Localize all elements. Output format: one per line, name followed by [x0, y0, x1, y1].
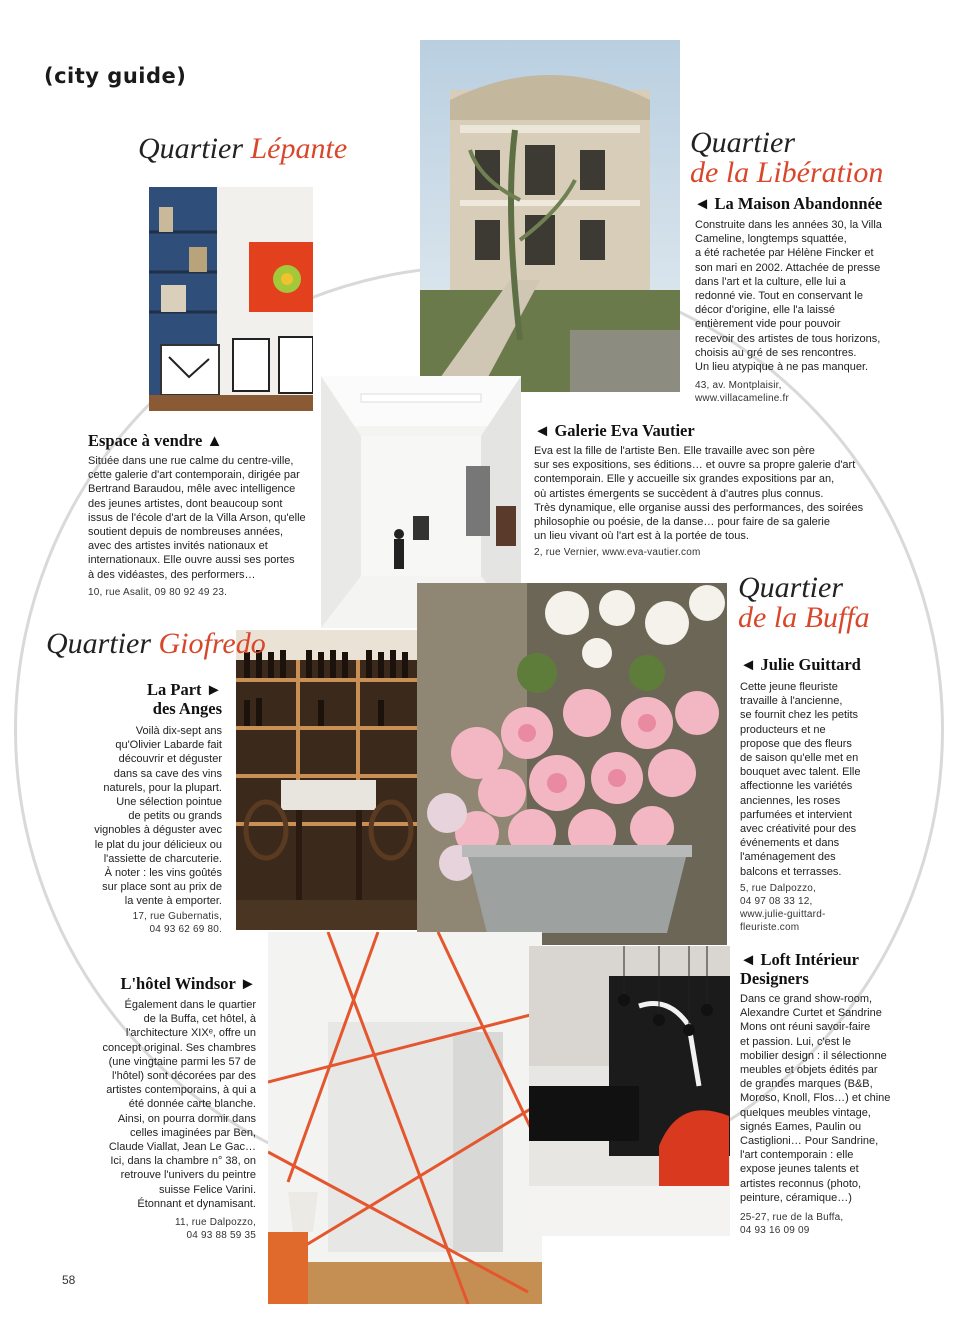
- text-line: Moroso, Knoll, Flos…) et chine: [740, 1092, 891, 1105]
- text-line: événements et dans: [740, 837, 840, 850]
- espace-a-vendre-photo: [149, 187, 313, 411]
- text-line: producteurs et ne: [740, 723, 826, 736]
- text-line: celles imaginées par Ben,: [130, 1126, 256, 1139]
- julie-guittard-address: [740, 882, 826, 934]
- text-line: Un lieu atypique à ne pas manquer.: [695, 361, 869, 374]
- julie-guittard-flowers-photo: [417, 583, 727, 945]
- text-line: avec des artistes invités nationaux et: [88, 540, 268, 553]
- quartier-liberation-title: [690, 128, 883, 188]
- text-line: soutient depuis de nombreuses années,: [88, 526, 284, 539]
- text-line: (une vingtaine parmi les 57 de: [108, 1055, 256, 1068]
- text-line: sur place sont au prix de: [102, 881, 222, 894]
- text-line: artistes reconnus (photo,: [740, 1177, 862, 1190]
- text-line: www.julie-guittard-: [740, 909, 826, 920]
- galerie-eva-vautier-address: 2, rue Vernier, www.eva-vautier.com: [534, 547, 701, 558]
- text-line: de saison qu'elle met en: [740, 752, 859, 765]
- text-line: se fournit chez les petits: [740, 709, 859, 722]
- text-line: signés Eames, Paulin ou: [740, 1120, 862, 1133]
- text-line: Construite dans les années 30, la Villa: [695, 219, 882, 231]
- quartier-name: Giofredo: [158, 627, 266, 660]
- text-line: 04 93 62 69 80.: [149, 924, 222, 935]
- text-line: de petits ou grands: [128, 810, 222, 823]
- quartier-prefix: Quartier: [690, 126, 795, 159]
- text-line: 5, rue Dalpozzo,: [740, 883, 817, 894]
- text-line: 11, rue Dalpozzo,: [174, 1217, 256, 1228]
- text-line: avec créativité pour des: [740, 823, 857, 836]
- quartier-giofredo-title: [46, 629, 266, 659]
- text-line: Claude Viallat, Jean Le Gac…: [108, 1141, 256, 1154]
- text-line: suisse Felice Varini.: [159, 1183, 256, 1196]
- text-line: naturels, pour la plupart.: [103, 781, 222, 794]
- text-line: Étonnant et dynamisant.: [137, 1197, 256, 1210]
- text-line: artistes contemporains, à qui a: [106, 1084, 256, 1097]
- loft-interieur-heading: [740, 950, 859, 988]
- text-line: redonné vie. Tout en conservant le: [695, 290, 863, 303]
- julie-guittard-heading: ◄ Julie Guittard: [740, 655, 861, 674]
- text-line: l'hôtel) sont décorées par des: [112, 1070, 256, 1083]
- text-line: Cette jeune fleuriste: [740, 681, 838, 693]
- text-line: philosophie ou poésie, de la danse… pour faire de sa galerie: [534, 516, 830, 529]
- espace-a-vendre-heading: Espace à vendre ▲: [88, 431, 223, 450]
- espace-a-vendre-address: 10, rue Asalit, 09 80 92 49 23.: [88, 587, 228, 598]
- text-line: l'architecture XIXᵉ, offre un: [125, 1027, 256, 1040]
- text-line: des Anges: [152, 699, 222, 718]
- text-line: la vente à emporter.: [124, 895, 222, 908]
- text-line: et passion. Lui, c'est le: [740, 1035, 851, 1048]
- text-line: Située dans une rue calme du centre-ville,: [88, 455, 294, 467]
- text-line: 25-27, rue de la Buffa,: [740, 1212, 844, 1223]
- text-line: Ici, dans la chambre n° 38, on: [110, 1155, 256, 1168]
- text-line: 04 93 88 59 35: [186, 1230, 256, 1241]
- julie-guittard-body: [740, 680, 900, 879]
- text-line: sur ses expositions, ses éditions… et ouvre sa propre galerie d'art: [534, 459, 856, 472]
- text-line: été donnée carte blanche.: [128, 1098, 256, 1111]
- text-line: un lieu vivant où l'art est à la portée de tous.: [534, 530, 749, 543]
- text-line: mobilier design : il sélectionne: [740, 1049, 887, 1062]
- text-line: À noter : les vins goûtés: [104, 867, 222, 880]
- text-line: Également dans le quartier: [124, 999, 256, 1011]
- text-line: concept original. Ses chambres: [102, 1041, 256, 1054]
- hotel-windsor-photo: [268, 932, 542, 1304]
- text-line: 04 97 08 33 12,: [740, 896, 813, 907]
- text-line: issus de l'école d'art de la Villa Arson, qu'elle: [88, 511, 306, 524]
- maison-abandonnee-heading: ◄ La Maison Abandonnée: [694, 194, 883, 213]
- text-line: Castiglioni… Pour Sandrine,: [740, 1135, 879, 1148]
- text-line: anciennes, les roses: [740, 794, 841, 807]
- text-line: Cameline, longtemps squattée,: [695, 233, 847, 246]
- galerie-eva-vautier-heading: ◄ Galerie Eva Vautier: [534, 421, 695, 440]
- text-line: internationaux. Elle ouvre aussi ses portes: [88, 554, 295, 567]
- text-line: cette galerie d'art contemporain, dirigée par: [88, 469, 300, 482]
- quartier-name: de la Libération: [690, 156, 884, 189]
- text-line: bouquet avec talent. Elle: [740, 766, 861, 779]
- text-line: dans sa cave des vins: [113, 767, 222, 780]
- maison-abandonnee-address: [695, 379, 789, 405]
- quartier-prefix: Quartier: [738, 571, 843, 604]
- text-line: le plat du jour délicieux ou: [94, 838, 222, 851]
- text-line: La Part ►: [147, 680, 222, 699]
- text-line: Eva est la fille de l'artiste Ben. Elle travaille avec son père: [534, 445, 815, 457]
- text-line: vignobles à déguster avec: [94, 824, 222, 837]
- text-line: l'art contemporain : elle: [740, 1149, 854, 1162]
- text-line: Voilà dix-sept ans: [135, 725, 222, 737]
- text-line: Mons ont réuni savoir-faire: [740, 1021, 871, 1034]
- text-line: Designers: [740, 969, 809, 988]
- text-line: Bertrand Baraudou, mêle avec intelligence: [88, 483, 296, 496]
- text-line: à des vidéastes, des performers…: [88, 568, 256, 581]
- text-line: a été rachetée par Hélène Fincker et: [695, 247, 874, 260]
- text-line: Une sélection pointue: [116, 796, 222, 809]
- text-line: propose que des fleurs: [740, 737, 852, 750]
- text-line: où artistes émergents se succèdent à d'autres plus connus.: [534, 487, 824, 500]
- la-part-des-anges-body: [60, 724, 222, 909]
- text-line: choisis au gré de ses rencontres.: [695, 346, 857, 359]
- text-line: de la Buffa, cet hôtel, à: [143, 1013, 256, 1026]
- la-part-des-anges-heading: [90, 680, 222, 718]
- hotel-windsor-body: [60, 998, 256, 1211]
- text-line: 43, av. Montplaisir,: [695, 380, 782, 391]
- text-line: www.villacameline.fr: [695, 393, 790, 404]
- quartier-buffa-title: [738, 573, 870, 633]
- quartier-name: de la Buffa: [738, 601, 870, 634]
- text-line: Ainsi, on pourra dormir dans: [117, 1112, 256, 1125]
- text-line: l'assiette de charcuterie.: [103, 852, 222, 865]
- quartier-prefix: Quartier: [138, 132, 243, 165]
- text-line: l'aménagement des: [740, 851, 836, 864]
- quartier-lepante-title: [138, 134, 347, 164]
- text-line: Alexandre Curtet et Sandrine: [740, 1007, 882, 1020]
- espace-a-vendre-body: [88, 454, 320, 582]
- hotel-windsor-heading: L'hôtel Windsor ►: [120, 974, 256, 993]
- text-line: contemporain. Elle y accueille six grandes expositions par an,: [534, 473, 835, 486]
- text-line: peinture, céramique…): [740, 1191, 852, 1204]
- quartier-name: Lépante: [250, 132, 348, 165]
- text-line: affectionne les variétés: [740, 780, 853, 793]
- text-line: travaille à l'ancienne,: [740, 695, 843, 708]
- text-line: ◄ Loft Intérieur: [740, 950, 859, 969]
- page-number: 58: [62, 1273, 76, 1287]
- text-line: 04 93 16 09 09: [740, 1225, 810, 1236]
- text-line: fleuriste.com: [740, 922, 800, 933]
- hotel-windsor-address: [100, 1216, 256, 1242]
- text-line: Très dynamique, elle organise aussi des performances, des soirées: [534, 501, 864, 514]
- text-line: parfumées et intervient: [740, 808, 852, 821]
- text-line: recevoir des artistes de tous horizons,: [695, 332, 881, 345]
- text-line: balcons et terrasses.: [740, 865, 842, 878]
- text-line: découvrir et déguster: [118, 753, 222, 766]
- text-line: meubles et objets édités par: [740, 1064, 878, 1077]
- quartier-prefix: Quartier: [46, 627, 151, 660]
- text-line: retrouve l'univers du peintre: [120, 1169, 256, 1182]
- loft-interieur-address: [740, 1211, 843, 1237]
- text-line: dans l'art et la culture, elle lui a: [695, 275, 846, 288]
- section-tag: (city guide): [44, 64, 187, 88]
- loft-interieur-body: [740, 992, 910, 1205]
- text-line: qu'Olivier Labarde fait: [115, 739, 222, 752]
- loft-interieur-photo: [529, 946, 730, 1236]
- galerie-eva-vautier-body: [534, 444, 879, 543]
- text-line: entièrement vide pour pouvoir: [695, 318, 841, 331]
- villa-cameline-photo: [420, 40, 680, 392]
- text-line: expose jeunes talents et: [740, 1163, 859, 1176]
- text-line: des jeunes artistes, dont beaucoup sont: [88, 497, 283, 510]
- text-line: son mari en 2002. Attachée de presse: [695, 261, 881, 274]
- text-line: de grandes marques (B&B,: [740, 1078, 873, 1091]
- text-line: Dans ce grand show-room,: [740, 993, 873, 1005]
- maison-abandonnee-body: [695, 218, 935, 374]
- text-line: 17, rue Gubernatis,: [132, 911, 222, 922]
- la-part-des-anges-address: [80, 910, 222, 936]
- text-line: quelques meubles vintage,: [740, 1106, 871, 1119]
- text-line: décor d'origine, elle l'a laissé: [695, 304, 835, 317]
- la-part-des-anges-photo: [236, 630, 417, 930]
